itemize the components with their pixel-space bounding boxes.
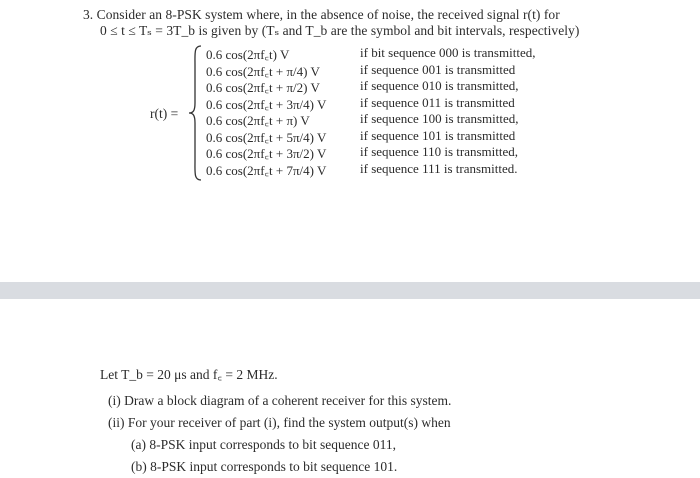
case-expression: 0.6 cos(2πf꜀t + 3π/2) V (206, 146, 327, 161)
section-divider (0, 282, 700, 299)
case-condition: if sequence 101 is transmitted (360, 127, 516, 143)
case-condition: if bit sequence 000 is transmitted, (360, 45, 536, 60)
given-values: Let T_b = 20 μs and f꜀ = 2 MHz. (100, 367, 278, 382)
question-part-ii: (ii) For your receiver of part (i), find the system output(s) when (108, 415, 451, 430)
case-expression: 0.6 cos(2πf꜀t + 3π/4) V (206, 96, 327, 112)
left-brace-icon (188, 45, 202, 181)
case-expression: 0.6 cos(2πf꜀t + π/2) V (206, 80, 320, 95)
case-condition: if sequence 001 is transmitted (360, 61, 516, 77)
question-part-a: (a) 8-PSK input corresponds to bit sequence 011, (131, 437, 396, 452)
case-condition: if sequence 100 is transmitted, (360, 111, 519, 126)
signal-label: r(t) = (150, 106, 179, 121)
case-expression: 0.6 cos(2πf꜀t + π/4) V (206, 63, 320, 79)
problem-intro-line-2: 0 ≤ t ≤ Tₛ = 3T_b is given by (Tₛ and T_b are the symbol and bit intervals, respectively) (100, 23, 580, 38)
question-part-i: (i) Draw a block diagram of a coherent receiver for this system. (108, 393, 452, 408)
case-expression: 0.6 cos(2πf꜀t + 7π/4) V (206, 162, 327, 178)
problem-intro-line-1: 3. Consider an 8-PSK system where, in the absence of noise, the received signal r(t) for (83, 7, 560, 22)
case-condition: if sequence 010 is transmitted, (360, 78, 519, 93)
case-expression: 0.6 cos(2πf꜀t + 5π/4) V (206, 129, 327, 145)
case-condition: if sequence 011 is transmitted (360, 94, 515, 110)
case-expression: 0.6 cos(2πf꜀t) V (206, 47, 290, 62)
case-expression: 0.6 cos(2πf꜀t + π) V (206, 113, 310, 128)
case-condition: if sequence 111 is transmitted. (360, 160, 518, 176)
question-part-b: (b) 8-PSK input corresponds to bit sequence 101. (131, 459, 398, 474)
case-condition: if sequence 110 is transmitted, (360, 144, 519, 159)
